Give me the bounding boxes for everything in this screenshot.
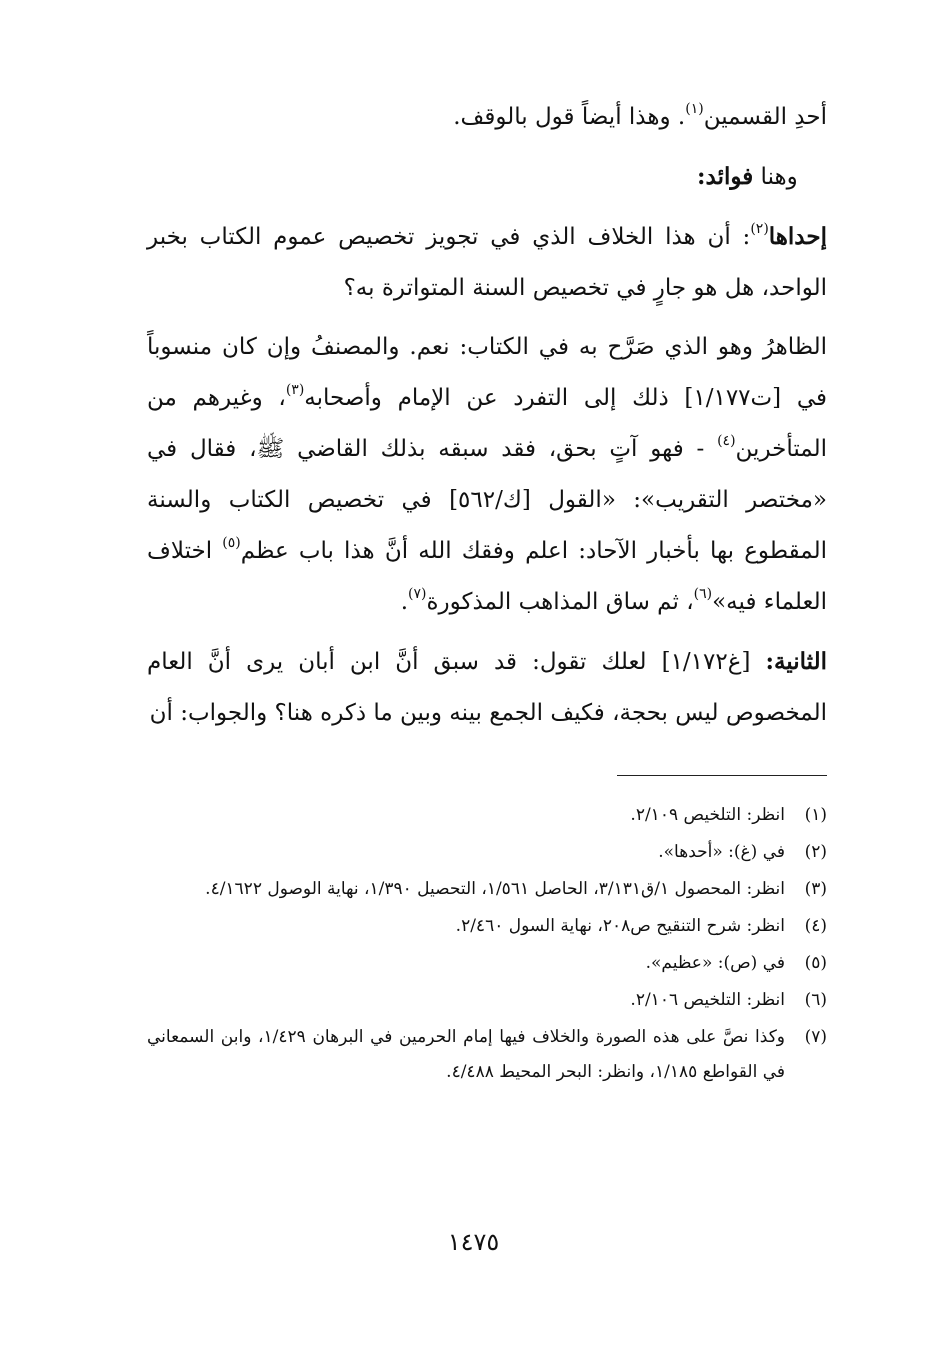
- paragraph-5: [147, 636, 827, 739]
- p2-text: وهنا: [753, 164, 798, 190]
- footnote-number: (٢): [804, 842, 827, 862]
- page-number: ١٤٧٥: [447, 1228, 500, 1256]
- paragraph-2: [147, 151, 827, 203]
- footnote-separator: [617, 775, 827, 776]
- first-point-heading: إحداها: [768, 223, 827, 250]
- p1-text: أحدِ القسمين: [703, 104, 827, 130]
- p4-text-5: ، ثم ساق المذاهب المذكورة: [426, 589, 694, 615]
- second-point-heading: الثانية:: [765, 648, 827, 675]
- p4-text-4: اختلاف العلماء فيه»: [147, 538, 827, 615]
- footnote-number: (١): [804, 805, 827, 825]
- footnote-text: في (غ): «أحدها».: [658, 842, 785, 862]
- footnote-ref-6: (٦): [693, 586, 713, 602]
- footnote-ref-2: (٢): [750, 221, 769, 237]
- footnote: [147, 946, 827, 981]
- footnote-ref-7: (٧): [408, 586, 427, 602]
- footnote-number: (٥): [804, 953, 827, 973]
- p4-text-6: .: [400, 589, 409, 615]
- p3-text: : أن هذا الخلاف الذي في تجويز تخصيص عموم الكتاب بخبر الواحد، هل هو جارٍ في تخصيص السنة المتواترة به؟: [147, 224, 827, 301]
- footnote: [147, 835, 827, 870]
- p5-text: [غ١/١٧٢] لعلك تقول: قد سبق أنَّ ابن أبان يرى أنَّ العام المخصوص ليس بحجة، فكيف الجمع بينه وبين ما ذكره هنا؟ والجواب: أن: [147, 649, 827, 726]
- footnotes: [147, 798, 827, 1092]
- footnote-text: انظر: التلخيص ٢/١٠٦.: [630, 990, 785, 1010]
- footnote-number: (٤): [804, 916, 827, 936]
- paragraph-1: [147, 92, 827, 143]
- main-text: [147, 92, 827, 747]
- footnote: [147, 798, 827, 833]
- footnote-ref-1: (١): [685, 101, 704, 117]
- footnote: [147, 872, 827, 907]
- paragraph-3: [147, 211, 827, 314]
- paragraph-4: [147, 322, 827, 628]
- footnote-ref-5: (٥): [222, 535, 241, 551]
- fawaid-heading: فوائد:: [697, 163, 754, 190]
- footnote-text: انظر: المحصول ١/ق٣/١٣١، الحاصل ١/٥٦١، التحصيل ١/٣٩٠، نهاية الوصول ٤/١٦٢٢.: [205, 879, 785, 899]
- footnote-number: (٧): [804, 1027, 827, 1047]
- footnote-text: وكذا نصَّ على هذه الصورة والخلاف فيها إمام الحرمين في البرهان ١/٤٢٩، وابن السمعاني في القواطع ١/١٨٥، وانظر: البحر المحيط ٤/٤٨٨.: [147, 1027, 785, 1082]
- footnote: [147, 983, 827, 1018]
- footnote-text: انظر: شرح التنقيح ص٢٠٨، نهاية السول ٢/٤٦٠.: [455, 916, 785, 936]
- footnote-ref-4: (٤): [717, 433, 736, 449]
- p4-text-1: الظاهرُ وهو الذي صَرَّح به في الكتاب: نعم. والمصنفُ وإن كان منسوباً في [ت١/١٧٧] ذلك إلى التفرد عن الإمام وأصحابه: [147, 334, 827, 411]
- p4-text-3: - فهو آتٍ بحق، فقد سبقه بذلك القاضي ﷺ، فقال في «مختصر التقريب»: «القول [ك/٥٦٢] في تخصيص الكتاب والسنة المقطوع بها بأخبار الآحاد: اعلم وفقك الله أنَّ هذا باب عظم: [147, 436, 827, 564]
- footnote-number: (٣): [804, 879, 827, 899]
- footnote-ref-3: (٣): [285, 382, 305, 398]
- p4-text-2: ، وغيرهم من المتأخرين: [147, 385, 827, 462]
- p1-after: . وهذا أيضاً قول بالوقف.: [453, 104, 686, 130]
- footnote-text: في (ص): «عظيم».: [645, 953, 785, 973]
- footnote: [147, 909, 827, 944]
- footnote-number: (٦): [804, 990, 827, 1010]
- footnote: [147, 1020, 827, 1090]
- footnote-text: انظر: التلخيص ٢/١٠٩.: [630, 805, 785, 825]
